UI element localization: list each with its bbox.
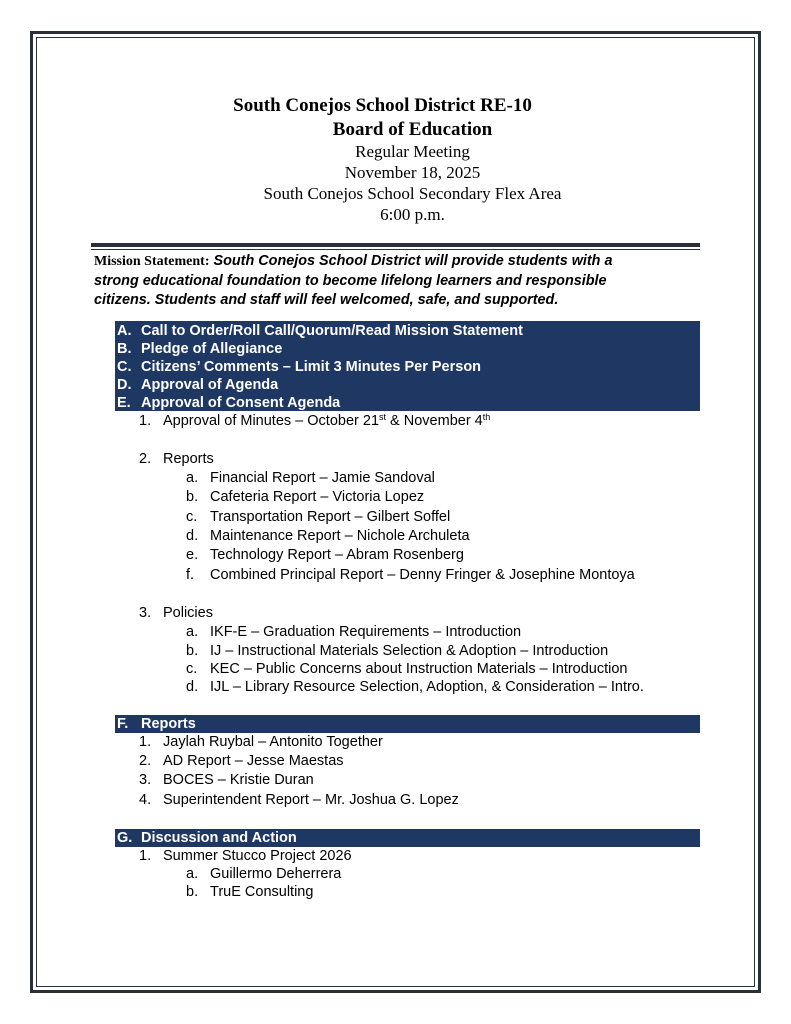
section-g: G. Discussion and Action xyxy=(117,830,297,846)
policy-item: c. KEC – Public Concerns about Instruction Materials – Introduction xyxy=(186,661,628,677)
f-report-item: 2. AD Report – Jesse Maestas xyxy=(139,753,344,769)
consent-item-reports: 2. Reports xyxy=(139,451,214,467)
section-d: D. Approval of Agenda xyxy=(117,377,279,393)
mission-line-1: South Conejos School District will provide students with a xyxy=(213,253,613,269)
report-item: b. Cafeteria Report – Victoria Lopez xyxy=(186,489,425,505)
section-e: E. Approval of Consent Agenda xyxy=(117,395,341,411)
mission-line-2: strong educational foundation to become lifelong learners and responsible xyxy=(94,272,607,289)
mission-line-3: citizens. Students and staff will feel welcomed, safe, and supported. xyxy=(94,292,559,308)
report-item: f. Combined Principal Report – Denny Fringer & Josephine Montoya xyxy=(186,567,635,583)
report-item: c. Transportation Report – Gilbert Soffel xyxy=(186,509,451,525)
report-item: e. Technology Report – Abram Rosenberg xyxy=(186,547,464,563)
policy-item: b. IJ – Instructional Materials Selection & Adoption – Introduction xyxy=(186,643,609,659)
section-block-f xyxy=(115,715,700,733)
g-sub-item: a. Guillermo Deherrera xyxy=(186,866,342,882)
policy-item: d. IJL – Library Resource Selection, Adoption, & Consideration – Intro. xyxy=(186,679,644,695)
meeting-time: 6:00 p.m. xyxy=(380,205,445,224)
f-report-item: 3. BOCES – Kristie Duran xyxy=(139,772,314,788)
policy-item: a. IKF-E – Graduation Requirements – Introduction xyxy=(186,624,522,640)
report-item: d. Maintenance Report – Nichole Archuleta xyxy=(186,528,470,544)
g-item: 1. Summer Stucco Project 2026 xyxy=(139,848,352,864)
meeting-type: Regular Meeting xyxy=(355,142,470,161)
g-sub-item: b. TruE Consulting xyxy=(186,884,314,900)
mission-label: Mission Statement: xyxy=(94,254,210,269)
divider-thick xyxy=(91,243,700,247)
section-c: C. Citizens’ Comments – Limit 3 Minutes Per Person xyxy=(117,359,482,375)
consent-item-minutes: 1. Approval of Minutes – October 21st & November 4th xyxy=(139,412,491,429)
f-report-item: 4. Superintendent Report – Mr. Joshua G. Lopez xyxy=(139,792,459,808)
section-b: B. Pledge of Allegiance xyxy=(117,341,283,357)
consent-item-policies: 3. Policies xyxy=(139,605,213,621)
section-f: F. Reports xyxy=(117,716,196,732)
meeting-location: South Conejos School Secondary Flex Area xyxy=(263,184,562,203)
f-report-item: 1. Jaylah Ruybal – Antonito Together xyxy=(139,734,383,750)
district-title: South Conejos School District RE-10 xyxy=(233,95,532,116)
meeting-date: November 18, 2025 xyxy=(344,163,481,182)
divider-thin xyxy=(91,249,700,250)
mission-statement xyxy=(94,252,694,311)
report-item: a. Financial Report – Jamie Sandoval xyxy=(186,470,435,486)
section-a: A. Call to Order/Roll Call/Quorum/Read Mission Statement xyxy=(117,323,523,339)
board-title: Board of Education xyxy=(332,119,493,140)
